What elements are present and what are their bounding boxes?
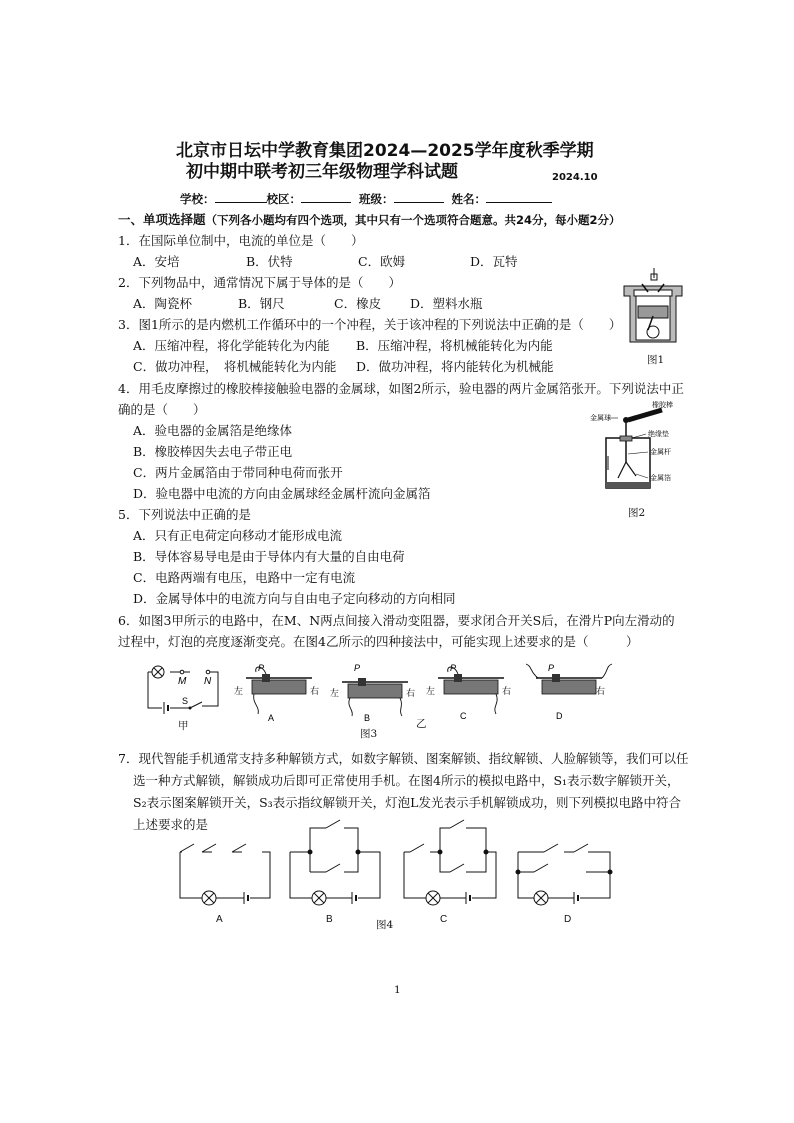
q1-option-c: C．欧姆 bbox=[358, 254, 406, 269]
q2-option-d: D．塑料水瓶 bbox=[410, 296, 483, 311]
q2-option-c: C．橡皮 bbox=[334, 296, 382, 311]
electroscope-figure bbox=[590, 396, 686, 500]
q5-option-c: C．电路两端有电压，电路中一定有电流 bbox=[133, 570, 356, 585]
class-label: 班级： bbox=[359, 192, 394, 206]
rheostat-d bbox=[526, 663, 612, 721]
right-label-a: 右 bbox=[310, 686, 320, 696]
q4-stem-line2: 确的是（ ） bbox=[118, 402, 206, 417]
campus-blank bbox=[301, 191, 351, 203]
left-label-c: 左 bbox=[426, 686, 436, 696]
right-label-c: 右 bbox=[502, 686, 512, 696]
q7-stem-line4: 上述要求的是 bbox=[133, 817, 209, 832]
label-m: M bbox=[178, 676, 187, 687]
label-metal-foil: 金属箔 bbox=[650, 475, 671, 482]
section1-note: （下列各小题均有四个选项，其中只有一个选项符合题意。共24分，每小题2分） bbox=[205, 213, 621, 227]
fig2-caption: 图2 bbox=[628, 507, 646, 519]
label-metal-rod: 金属杆 bbox=[650, 449, 671, 456]
circuit-a-label: A bbox=[216, 914, 223, 925]
label-rubber-rod: 橡胶棒 bbox=[652, 402, 673, 409]
q2-stem: 2．下列物品中，通常情况下属于导体的是（ ） bbox=[118, 275, 401, 290]
school-label: 学校： bbox=[180, 192, 215, 206]
q5-option-d: D．金属导体中的电流方向与自由电子定向移动的方向相同 bbox=[133, 591, 456, 606]
exam-title-line1: 北京市日坛中学教育集团2024—2025学年度秋季学期 bbox=[176, 141, 594, 161]
q5-option-a: A．只有正电荷定向移动才能形成电流 bbox=[133, 528, 343, 543]
label-metal-ball: 金属球 bbox=[590, 415, 611, 422]
q5-stem: 5．下列说法中正确的是 bbox=[118, 507, 251, 522]
section1-title: 一、单项选择题 bbox=[118, 212, 206, 227]
fig3-yi-label: 乙 bbox=[416, 718, 427, 730]
engine-cylinder-figure bbox=[618, 266, 688, 348]
slider-p-label-b: P bbox=[354, 663, 361, 673]
q3-stem: 3．图1所示的是内燃机工作循环中的一个冲程，关于该冲程的下列说法中正确的是（ ） bbox=[118, 317, 622, 332]
class-blank bbox=[394, 191, 444, 203]
q4-option-a: A．验电器的金属箔是绝缘体 bbox=[133, 423, 293, 438]
name-blank bbox=[486, 191, 552, 203]
circuit-a bbox=[180, 844, 270, 925]
fig1-caption: 图1 bbox=[647, 354, 665, 366]
q4-stem-line1: 4．用毛皮摩擦过的橡胶棒接触验电器的金属球，如图2所示，验电器的两片金属箔张开。下列说法中正 bbox=[118, 381, 684, 396]
label-switch-s: S bbox=[182, 696, 189, 706]
circuit-b bbox=[290, 820, 380, 925]
q3-option-a: A．压缩冲程，将化学能转化为内能 bbox=[133, 338, 330, 353]
option-c-label: C bbox=[460, 711, 467, 721]
q7-stem-line3: S₂表示图案解锁开关，S₃表示指纹解锁开关，灯泡L发光表示手机解锁成功，则下列模拟电路中符合 bbox=[133, 795, 681, 810]
q4-option-c: C．两片金属箔由于带同种电荷而张开 bbox=[133, 465, 343, 480]
q4-option-d: D．验电器中电流的方向由金属球经金属杆流向金属箔 bbox=[133, 486, 431, 501]
circuit-c bbox=[404, 820, 496, 925]
q3-option-c: C．做功冲程， 将机械能转化为内能 bbox=[133, 359, 337, 374]
page-number: 1 bbox=[394, 984, 401, 996]
rheostat-c bbox=[426, 663, 511, 721]
label-insulating-pad: 绝缘垫 bbox=[648, 431, 669, 438]
rheostat-a bbox=[234, 663, 319, 723]
fig3-jia-circuit bbox=[140, 662, 230, 718]
name-label: 姓名： bbox=[451, 192, 487, 206]
q2-option-b: B．钢尺 bbox=[238, 296, 285, 311]
option-a-label: A bbox=[268, 713, 275, 723]
campus-label: 校区： bbox=[266, 192, 301, 206]
right-label-d: 右 bbox=[596, 686, 606, 696]
q6-stem-line1: 6．如图3甲所示的电路中，在M、N两点间接入滑动变阻器，要求闭合开关S后，在滑片P向左滑动的 bbox=[118, 613, 675, 628]
circuit-d-label: D bbox=[564, 914, 572, 925]
q4-option-b: B．橡胶棒因失去电子带正电 bbox=[133, 444, 293, 459]
q3-option-b: B．压缩冲程，将机械能转化为内能 bbox=[356, 338, 553, 353]
q5-option-b: B．导体容易导电是由于导体内有大量的自由电荷 bbox=[133, 549, 405, 564]
q1-option-a: A．安培 bbox=[133, 254, 180, 269]
right-label-b: 右 bbox=[406, 688, 416, 698]
option-b-label: B bbox=[364, 713, 371, 723]
fig4-caption: 图4 bbox=[376, 919, 394, 931]
fig4-circuit-options bbox=[170, 818, 620, 930]
fig3-caption: 图3 bbox=[360, 728, 378, 740]
q7-stem-line2: 选一种方式解锁，解锁成功后即可正常使用手机。在图4所示的模拟电路中，S₁表示数字解锁开关， bbox=[133, 773, 680, 788]
slider-p-label-d: P bbox=[548, 663, 555, 673]
q7-stem-line1: 7．现代智能手机通常支持多种解锁方式，如数字解锁、图案解锁、指纹解锁、人脸解锁等，我们可以任 bbox=[118, 751, 689, 766]
left-label-a: 左 bbox=[234, 686, 244, 696]
label-n: N bbox=[204, 676, 212, 687]
q2-option-a: A．陶瓷杯 bbox=[133, 296, 193, 311]
section1-heading bbox=[118, 212, 621, 228]
rheostat-b bbox=[330, 663, 415, 723]
exam-title-line2: 初中期中联考初三年级物理学科试题 bbox=[186, 162, 458, 182]
q6-stem-line2: 过程中，灯泡的亮度逐渐变亮。在图4乙所示的四种接法中，可能实现上述要求的是（ ） bbox=[118, 634, 639, 649]
student-info-row bbox=[180, 191, 552, 207]
option-d-label: D bbox=[556, 711, 563, 721]
exam-date: 2024.10 bbox=[552, 172, 598, 183]
circuit-d bbox=[516, 844, 612, 925]
left-label-b: 左 bbox=[330, 688, 340, 698]
fig3-jia-label: 甲 bbox=[178, 720, 189, 732]
q1-stem: 1．在国际单位制中，电流的单位是（ ） bbox=[118, 233, 364, 248]
q1-option-b: B．伏特 bbox=[246, 254, 293, 269]
circuit-b-label: B bbox=[326, 914, 333, 925]
circuit-c-label: C bbox=[440, 914, 448, 925]
slider-p-label-a: P bbox=[258, 663, 265, 673]
school-blank bbox=[215, 191, 267, 203]
slider-p-label-c: P bbox=[450, 663, 457, 673]
q1-option-d: D．瓦特 bbox=[470, 254, 518, 269]
q3-option-d: D．做功冲程，将内能转化为机械能 bbox=[356, 359, 554, 374]
